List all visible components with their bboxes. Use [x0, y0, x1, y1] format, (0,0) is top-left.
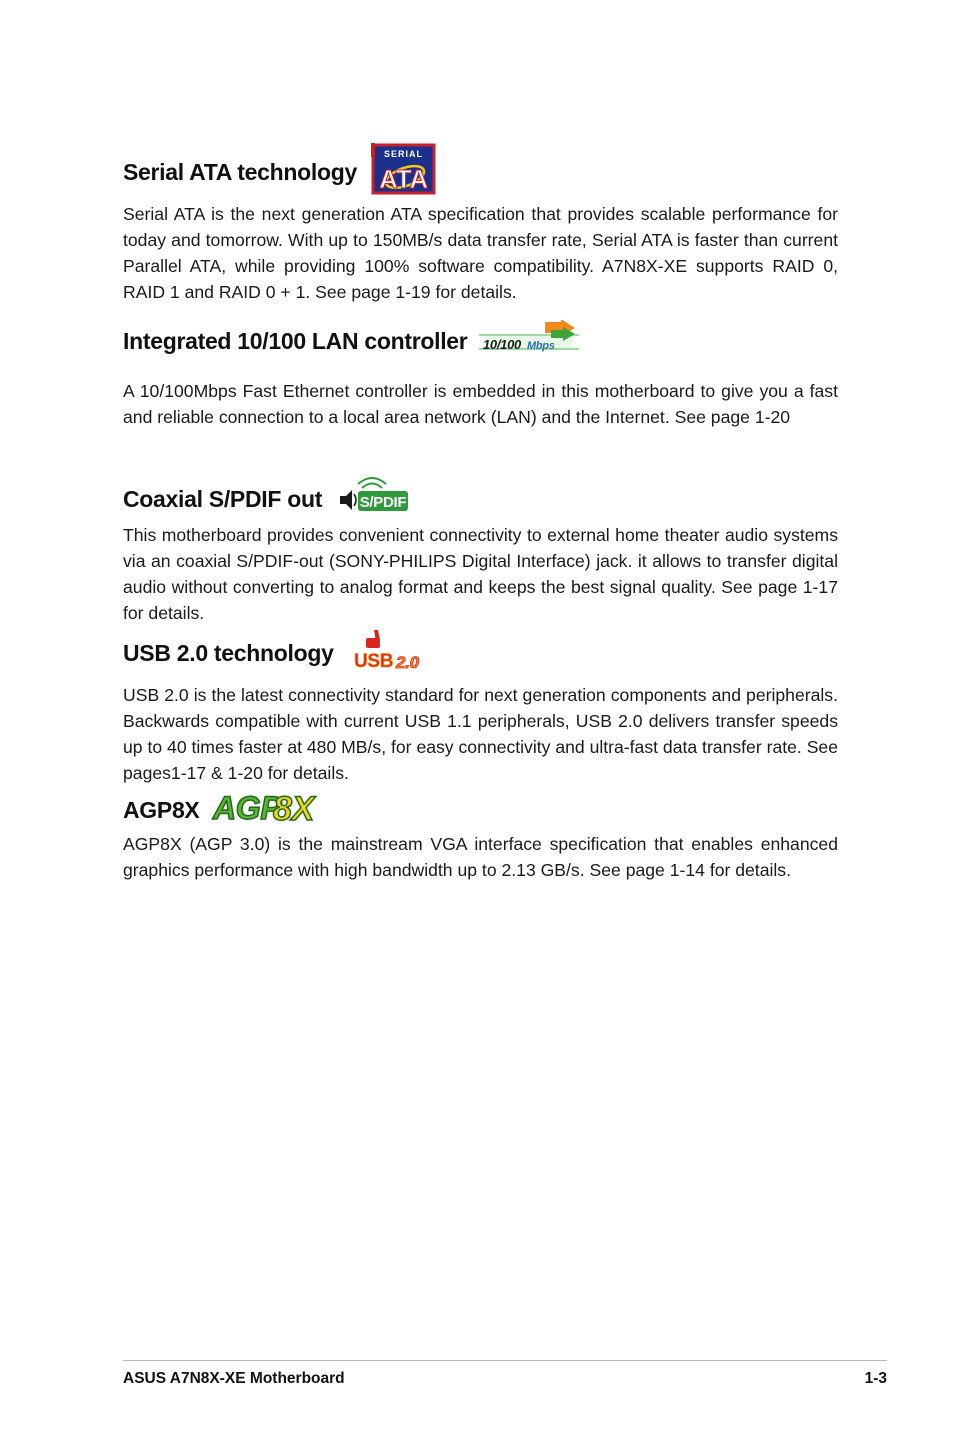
spdif-logo-icon [338, 474, 410, 524]
section-lan-controller [123, 316, 838, 430]
heading-text: USB 2.0 technology [123, 639, 334, 666]
footer-page-number: 1-3 [864, 1370, 887, 1387]
logo-text-main: USB [353, 651, 393, 672]
logo-text-main: ATA [379, 164, 428, 194]
logo-text-main: S/PDIF [359, 494, 407, 511]
heading-text: Integrated 10/100 LAN controller [123, 327, 468, 354]
section-heading [123, 146, 838, 198]
section-body: This motherboard provides convenient connectivity to external home theater audio systems via an coaxial S/PDIF-out (SONY-PHILIPS Digital Interface) jack. it allows to transfer digital audio without converting to analog format and keeps the best signal quality. See page 1-17 for details. [123, 525, 838, 623]
usb-2-0-logo-icon [352, 628, 428, 678]
heading-text: Serial ATA technology [123, 158, 357, 185]
section-usb [123, 630, 838, 786]
footer-manual-title: ASUS A7N8X-XE Motherboard [123, 1370, 345, 1387]
logo-text-top: SERIAL [383, 149, 423, 159]
lan-10-100-logo-icon [479, 320, 579, 362]
section-body: A 10/100Mbps Fast Ethernet controller is embedded in this motherboard to give you a fast and reliable connection to a local area network (LAN) and the Internet. See page 1-20 [123, 381, 838, 427]
section-heading [123, 630, 838, 676]
section-body: USB 2.0 is the latest connectivity standard for next generation components and peripherals. Backwards compatible with current USB 1.1 peripherals, USB 2.0 delivers transfer speeds up to 40 times faster at 480 MB/s, for easy connectivity and ultra-fast data transfer rate. See pages1-17 & 1-20 for details. [123, 685, 838, 783]
logo-text-sub: 8X [273, 790, 315, 827]
section-agp8x [123, 790, 838, 883]
heading-text: AGP8X [123, 796, 200, 823]
section-body: AGP8X (AGP 3.0) is the mainstream VGA interface specification that enables enhanced graphics performance with high bandwidth up to 2.13 GB/s. See page 1-14 for details. [123, 834, 838, 880]
section-heading [123, 790, 838, 830]
serial-ata-logo-icon [371, 143, 436, 201]
section-heading [123, 476, 838, 522]
agp8x-logo-icon [211, 787, 333, 833]
logo-text-sub: 2.0 [395, 653, 419, 672]
section-serial-ata [123, 146, 838, 305]
section-heading [123, 316, 838, 366]
footer-divider [123, 1360, 887, 1361]
heading-text: Coaxial S/PDIF out [123, 485, 323, 512]
logo-text-main: AGP [213, 790, 282, 826]
section-spdif [123, 476, 838, 626]
logo-text-main: 10/100 [483, 337, 522, 352]
section-body: Serial ATA is the next generation ATA specification that provides scalable performance for today and tomorrow. With up to 150MB/s data transfer rate, Serial ATA is faster than current Parallel ATA, while providing 100% software compatibility. A7N8X-XE supports RAID 0, RAID 1 and RAID 0 + 1. See page 1-19 for details. [123, 204, 838, 302]
logo-text-sub: Mbps [527, 340, 555, 352]
